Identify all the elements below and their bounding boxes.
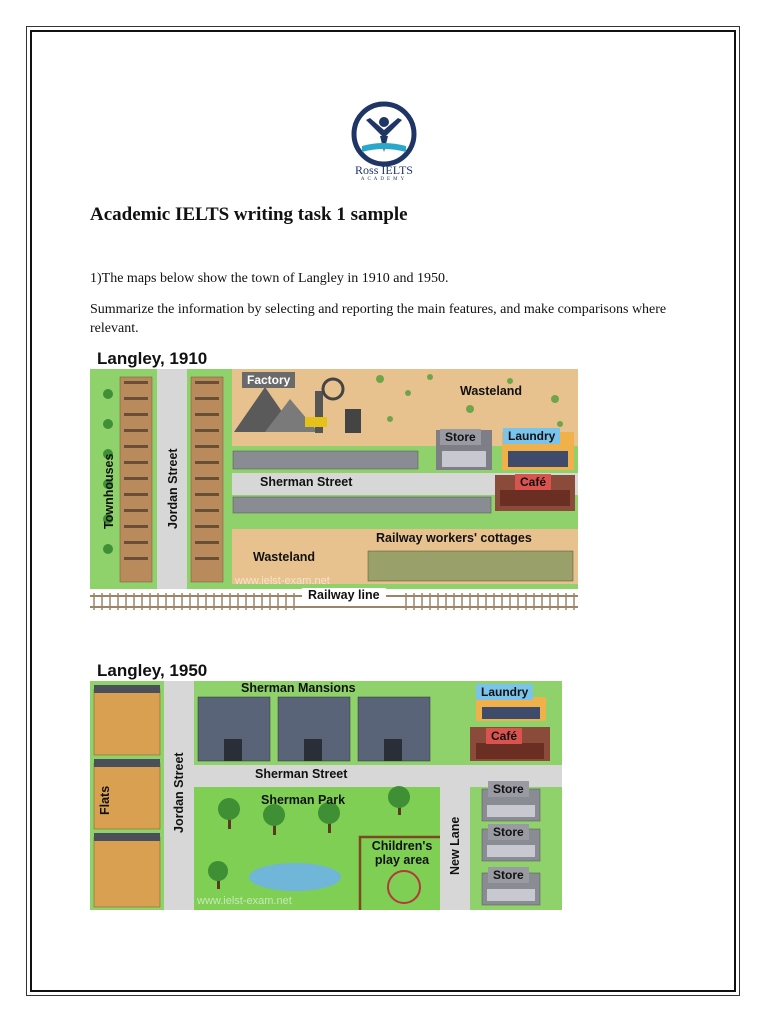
- jordan-street-label-1910: Jordan Street: [166, 448, 180, 529]
- cafe-label-1950: Café: [486, 728, 522, 744]
- factory-label: Factory: [242, 372, 295, 388]
- wasteland-bottom-label: Wasteland: [253, 550, 316, 564]
- map-1950: [90, 681, 562, 910]
- store-label-1950-3: Store: [488, 867, 529, 883]
- laundry-label-1950: Laundry: [476, 684, 533, 700]
- sherman-park-label: Sherman Park: [261, 793, 346, 807]
- store-label-1950-1: Store: [488, 781, 529, 797]
- store-label-1910: Store: [440, 429, 481, 445]
- cafe-label-1910: Café: [515, 474, 551, 490]
- flats-label: Flats: [98, 785, 112, 815]
- sherman-street-label-1950: Sherman Street: [255, 767, 348, 781]
- sherman-street-label-1910: Sherman Street: [260, 475, 353, 489]
- watermark-1910: www.ielst-exam.net: [235, 575, 330, 587]
- question-line-1: 1)The maps below show the town of Langley in 1910 and 1950.: [90, 271, 449, 286]
- page-heading: Academic IELTS writing task 1 sample: [90, 204, 408, 225]
- townhouses-label: Townhouses: [102, 453, 116, 529]
- map-1910-drawing: [90, 369, 578, 612]
- jordan-street-label-1950: Jordan Street: [172, 752, 186, 833]
- store-label-1950-2: Store: [488, 824, 529, 840]
- watermark-1950: www.ielst-exam.net: [197, 895, 292, 907]
- childrens-play-area-label: Children's play area: [371, 839, 433, 867]
- sherman-mansions-label: Sherman Mansions: [241, 681, 356, 695]
- railway-cottages-label: Railway workers' cottages: [376, 531, 532, 545]
- laundry-label-1910: Laundry: [503, 428, 560, 444]
- question-line-2: Summarize the information by selecting and reporting the main features, and make comparisons where relevant.: [90, 302, 667, 336]
- railway-line-label: Railway line: [302, 588, 386, 602]
- logo-subtitle: ACADEMY: [360, 177, 408, 182]
- wasteland-top-label: Wasteland: [460, 384, 523, 398]
- map-1910-title: Langley, 1910: [97, 349, 208, 368]
- map-1910: [90, 369, 578, 612]
- logo-name: Ross IELTS: [355, 163, 413, 177]
- map-1950-title: Langley, 1950: [97, 661, 208, 680]
- new-lane-label: New Lane: [448, 816, 462, 875]
